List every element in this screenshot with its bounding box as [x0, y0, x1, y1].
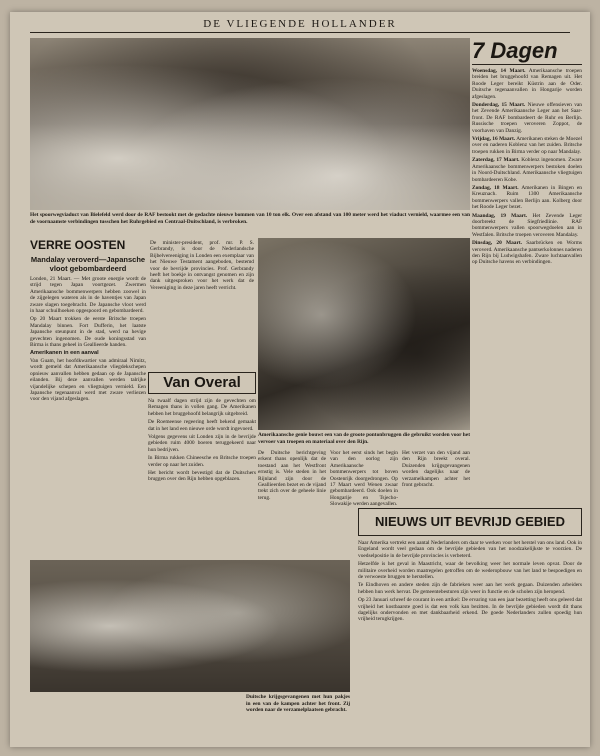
seven-days-title: 7 Dagen: [472, 38, 582, 65]
van-overal-heading: Van Overal: [148, 372, 256, 394]
middle-photo-caption: Amerikaansche genie bouwt een van de groote pontonbruggen die gebruikt worden voor het vervoer van troepen en materiaal over den Rijn.: [258, 432, 470, 445]
day-entry: Donderdag, 15 Maart. Nieuwe offensieven van het Zevende Amerikaansche Leger aan het Saar-front. De RAF bombardeert de Ruhr en Berlijn. Russische troepen veroveren Zoppot, de voorhaven van Danzig.: [472, 102, 582, 134]
verre-oosten-heading: VERRE OOSTEN: [30, 238, 126, 252]
verre-oosten-subhead: Amerikanen in een aanval: [30, 350, 99, 357]
day-entry: Dinsdag, 20 Maart. Saarbrücken en Worms veroverd. Amerikaansche pantserkolonnes naderen den Rijn bij Ludwigshafen. Zware luchtaanvallen op Duitsche havens en verbindingen.: [472, 240, 582, 266]
day-entry: Zaterdag, 17 Maart. Koblenz ingenomen. Zware Amerikaansche bommenwerpers bestoken doelen in Noord-Duitschland. Amerikaansche vliegtuigen bombardeeren Kobe.: [472, 157, 582, 183]
nieuws-article: [358, 508, 582, 744]
nieuws-paragraph: Hetzelfde is het geval in Maastricht, waar de bevolking weer het normale leven opvat. Door de militaire overheid worden maatregelen getroffen om de wederopbouw van het land te bespoedigen en de verwoeste bruggen te herstellen.: [358, 561, 582, 581]
van-overal-article: [148, 372, 256, 562]
gerbrandy-article: De minister-president, prof. mr. P. S. Gerbrandy, is door de Nederlandsche Bijbelvereeniging in Londen een exemplaar van het Nieuwe Testament aangeboden, bestemd voor de bevrijde provincies. Prof. Gerbrandy heeft het boekje in ontvangst genomen en zijn dank uitgesproken voor het werk dat de Vereeniging in deze jaren heeft verricht.: [150, 240, 254, 291]
nieuws-paragraph: Naar Amerika vertrekt een aantal Nederlanders om daar te werken voor het herstel van ons land. Ook in Engeland wordt veel gedaan om de bevrijde gebieden van het noodzakelijkste te voorzien. De voedselpositie in de bevrijde provincies is verbeterd.: [358, 540, 582, 559]
verre-oosten-subheading: Mandalay veroverd—Japansche vloot gebombardeerd: [30, 255, 146, 273]
verre-oosten-paragraph: Van Guam, het hoofdkwartier van admiraal Nimitz, wordt gemeld dat Amerikaansche vliegdekschepen opnieuw aanvallen hebben gedaan op de Japansche eilanden. Bij deze aanvallen werden talrijke vijandelijke schepen en vliegtuigen vernield. Een Japansche tegenaanval werd met zware verliezen voor den vijand afgeslagen.: [30, 357, 146, 403]
seven-days-column: [472, 38, 582, 538]
van-overal-item: Het bericht wordt bevestigd dat de Duitschers bruggen over den Rijn hebben opgeblazen.: [148, 470, 256, 483]
nieuws-paragraph: Op 23 Januari schreef de courant in een artikel: De ervaring van een jaar bezetting heeft ons geleerd dat vrijheid het kostbaarste goed is dat een volk kan bezitten. In de bevrijde gebieden wordt dit thans dagelijks ondervonden en met dankbaarheid erkend. De goede Nederlanders zullen spoedig hun vrijheid terugkrijgen.: [358, 597, 582, 623]
bottom-photo-caption: Duitsche krijgsgevangenen met hun pakjes in een van de kampen achter het front. Zij worden naar de verzamelplaatsen gebracht.: [246, 694, 350, 714]
top-photo-caption: Het spoorwegviaduct van Bielefeld werd door de RAF bestookt met de gedachte nieuwe bommen van 10 ton elk. Over een afstand van 100 meter werd het viaduct vernield, waarmee een van de voornaamste verbindingen tusschen het Ruhrgebied en Centraal-Duitschland, is verbroken.: [30, 212, 470, 225]
nieuws-paragraph: Te Eindhoven en andere steden zijn de fabrieken weer aan het werk gegaan. Duizenden arbeiders hebben hun werk hervat. De gemeentebesturen zijn weer in functie en de scholen zijn heropend.: [358, 582, 582, 595]
van-overal-item: In Birma rukken Chineesche en Britsche troepen verder op naar het zuiden.: [148, 455, 256, 468]
day-entry: Woensdag, 14 Maart. Amerikaansche troepen breiden het bruggehoofd van Remagen uit. Het Roode Leger bereikt Küstrin aan de Oder. Duitsche tegenaanvallen in Hongarije worden afgeslagen.: [472, 68, 582, 100]
van-overal-item: De Roemeense regeering heeft bekend gemaakt dat in het land een nieuwe orde wordt ingevoerd.: [148, 419, 256, 432]
top-photo-bombed-viaduct: [30, 38, 470, 210]
verre-oosten-paragraph: Londen, 21 Maart. — Met groote energie wordt de strijd tegen Japan voortgezet. Zwermen Amerikaansche bommenwerpers hebben zoowel in de zijgelegen wateren als in de haventjes van Japan zware slagen toegebracht. De Japansche vloot werd in haar schuilhoeken opgespoord en gebombardeerd.: [30, 276, 146, 315]
masthead-rule: [30, 32, 570, 33]
nieuws-heading: NIEUWS UIT BEVRIJD GEBIED: [358, 508, 582, 536]
verre-oosten-paragraph: Op 20 Maart trokken de eerste Britsche troepen Mandalay binnen. Fort Dufferin, het laatste Japansche steunpunt in de stad, werd na hevige gevechten ingenomen. De oude koningsstad van Birma is thans geheel in Geallieerde handen.: [30, 316, 146, 349]
newspaper-page: [10, 12, 590, 747]
middle-text-column: Voor het eerst sinds het begin van den oorlog zijn Amerikaansche bommenwerpers tot boven Oostenrijk doorgedrongen. Op 17 Maart werd Wenen zwaar gebombardeerd. Ook doelen in Hongarije en Tsjecho-Slowakije werden aangevallen.: [330, 450, 398, 506]
van-overal-item: Volgens gegevens uit Londen zijn in de bevrijde gebieden ruim 4000 boeren teruggekeerd naar hun bedrijven.: [148, 434, 256, 453]
day-entry: Vrijdag, 16 Maart. Amerikanen steken de Moezel over en naderen Koblenz van het zuiden. Britsche troepen rukken in Birma verder op naar Mandalay.: [472, 136, 582, 155]
middle-text-column: De Duitsche berichtgeving erkent thans openlijk dat de toestand aan het Westfront ernstig is. Vele steden in het Rijnland zijn door de Geallieerden bezet en de vijand trekt zich over de geheele linie terug.: [258, 450, 326, 501]
verre-oosten-article: [30, 238, 146, 558]
middle-text-column: Het verzet van den vijand aan den Rijn breekt overal. Duizenden krijgsgevangenen worden dagelijks naar de verzamelkampen achter het front gebracht.: [402, 450, 470, 489]
van-overal-item: Na twaalf dagen strijd zijn de gevechten om Remagen thans in vollen gang. De Amerikanen hebben het bruggehoofd belangrijk uitgebreid.: [148, 398, 256, 417]
day-entry: Zondag, 18 Maart. Amerikanen in Bingen en Kreuznach. Ruim 1300 Amerikaansche bommenwerpers vallen Berlijn aan. Kolberg door het Roode Leger bezet.: [472, 184, 582, 211]
masthead: DE VLIEGENDE HOLLANDER: [203, 18, 397, 30]
day-entry: Maandag, 19 Maart. Het Zevende Leger doorbreekt de Siegfriedlinie. RAF bommenwerpers vallen spoorwegdoelen aan in Westfalen. Britsche troepen veroveren Mandalay.: [472, 212, 582, 238]
middle-photo-pontoon-bridge: [258, 238, 470, 430]
bottom-photo-prisoners: [30, 560, 350, 692]
